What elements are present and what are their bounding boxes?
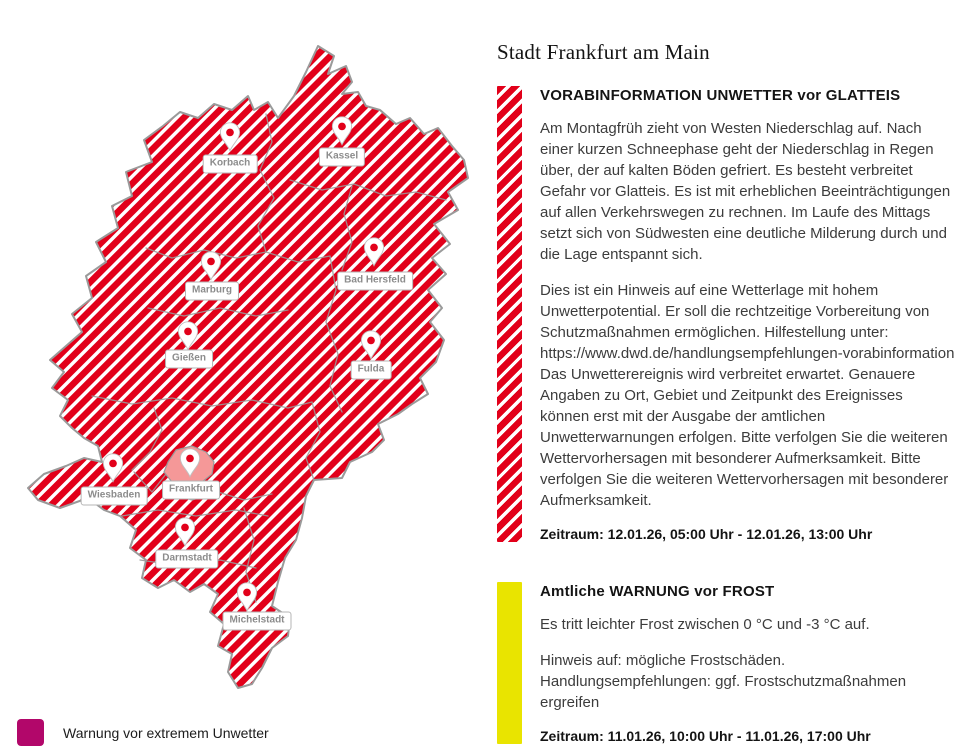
warning-text: Dies ist ein Hinweis auf eine Wetterlage mit hohem Unwetterpotential. Er soll die rechtzeitige Vorbereitung von Schutzmaßnahmen ermöglichen. Hilfestellung unter: https://www.dwd.de/handlungsempfehlungen-vorabinformation Das Unwetterereignis wird verbreitet erwartet. Genauere Angaben zu Ort, Gebiet und Zeitpunkt des Ereignisses können erst mit der Ausgabe der amtlichen Unwetterwarnungen erfolgen. Bitte verfolgen Sie die weiteren Wettervorhersagen mit besonderer Aufmerksamkeit. Bitte verfolgen Sie die weiteren Wettervorhersagen mit besonderer Aufmerksamkeit. — [540, 282, 955, 509]
warning-heading: VORABINFORMATION UNWETTER vor GLATTEIS — [540, 87, 901, 104]
map-pin-kassel[interactable] — [331, 116, 353, 146]
warning-text: Am Montagfrüh zieht von Westen Niederschlag auf. Nach einer kurzen Schneephase geht der Niederschlag in Regen über, der auf kalten Böden gefriert. Es besteht verbreitet Gefahr vor Glatteis. Es ist mit erheblichen Beeinträchtigungen auf allen Verkehrswegen zu rechnen. Im Laufe des Mittags setzt sich von Südwesten eine deutliche Milderung durch und die Lage entspannt sich. — [540, 120, 951, 263]
map-label-wiesbaden[interactable]: Wiesbaden — [81, 487, 148, 506]
warning-zeitraum: Zeitraum: 11.01.26, 10:00 Uhr - 11.01.26, 17:00 Uhr — [540, 728, 871, 744]
warning-map[interactable] — [0, 0, 500, 700]
severity-bar-warnung — [497, 582, 522, 744]
map-pin-darmstadt[interactable] — [174, 517, 196, 547]
map-label-bad-hersfeld[interactable]: Bad Hersfeld — [337, 272, 413, 291]
legend-extreme-unwetter — [17, 719, 269, 746]
map-pin-bad-hersfeld[interactable] — [363, 237, 385, 267]
map-pin-korbach[interactable] — [219, 122, 241, 152]
page-title: Stadt Frankfurt am Main — [497, 40, 710, 64]
map-label-darmstadt[interactable]: Darmstadt — [155, 550, 218, 569]
warning-heading: Amtliche WARNUNG vor FROST — [540, 583, 775, 600]
warning-details-panel — [497, 40, 955, 753]
map-label-marburg[interactable]: Marburg — [185, 282, 239, 301]
map-label-gie-en[interactable]: Gießen — [165, 350, 213, 369]
map-pin-frankfurt[interactable] — [179, 448, 201, 478]
warning-hint-line: Hinweis auf: mögliche Frostschäden. — [540, 652, 786, 669]
warning-zeitraum: Zeitraum: 12.01.26, 05:00 Uhr - 12.01.26, 13:00 Uhr — [540, 526, 873, 542]
warning-text — [540, 650, 955, 713]
warning-card-frost — [497, 582, 955, 744]
map-label-frankfurt[interactable]: Frankfurt — [162, 481, 220, 500]
severity-bar-vorabinformation — [497, 86, 522, 542]
map-label-korbach[interactable]: Korbach — [203, 155, 258, 174]
map-pin-wiesbaden[interactable] — [102, 453, 124, 483]
map-pin-fulda[interactable] — [360, 330, 382, 360]
map-label-fulda[interactable]: Fulda — [351, 361, 392, 380]
warning-recommendation-line: Handlungsempfehlungen: ggf. Frostschutzmaßnahmen ergreifen — [540, 673, 907, 711]
legend-swatch-magenta — [17, 719, 44, 746]
map-label-michelstadt[interactable]: Michelstadt — [222, 612, 291, 631]
warning-card-glatteis — [497, 86, 955, 542]
map-label-kassel[interactable]: Kassel — [319, 148, 365, 167]
map-pin-gie-en[interactable] — [177, 321, 199, 351]
map-pin-michelstadt[interactable] — [236, 582, 258, 612]
legend-label: Warnung vor extremem Unwetter — [63, 724, 269, 741]
warning-text: Es tritt leichter Frost zwischen 0 °C und -3 °C auf. — [540, 616, 870, 633]
map-pin-marburg[interactable] — [200, 251, 222, 281]
